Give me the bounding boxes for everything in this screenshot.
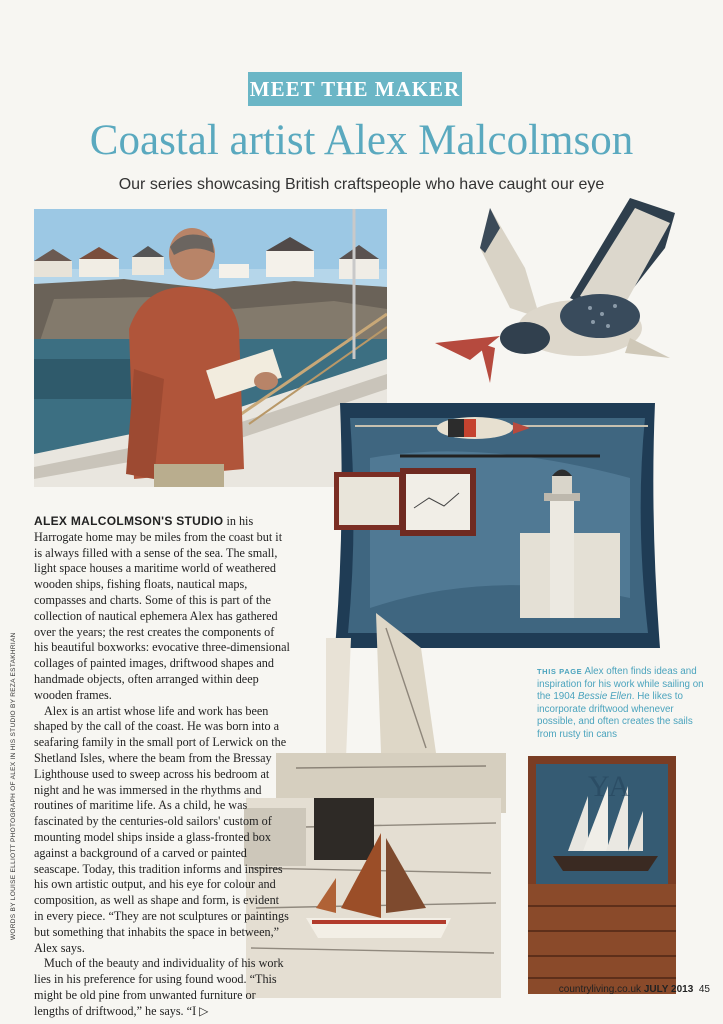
framed-map-image	[334, 468, 476, 536]
caption-head: THIS PAGE	[537, 667, 583, 676]
bird-sculpture-image	[430, 188, 690, 388]
box-lettering: YA	[588, 770, 633, 803]
paragraph-3: Much of the beauty and individuality of his work lies in his preference for using found wood. “This might be old pine from unwanted furniture or lengths of driftwood,” he says. “I ▷	[34, 956, 284, 1018]
page-folio	[515, 984, 710, 995]
schooner-boxwork-image	[528, 756, 676, 994]
article-body	[34, 514, 290, 1020]
paragraph-1: ALEX MALCOLMSON'S STUDIO in his Harrogate home may be miles from the coast but it is always filled with a sense of the sea. The small, light space houses a maritime world of weathered wooden ships, fishing floats, nautical maps, compasses and charts. Some of this is part of the collection of nautical ephemera Alex has gathered over the years; the rest creates the components of his beautiful boxworks: evocative three-dimensional collages of painted images, driftwood shapes and handmade objects, often arranged within deep wooden frames.	[34, 514, 290, 702]
page-title: Coastal artist Alex Malcolmson	[89, 117, 634, 164]
folio-site: countryliving.co.uk	[558, 984, 642, 995]
page-number: 45	[698, 984, 710, 995]
image-caption: THIS PAGE Alex often finds ideas and inspiration for his work while sailing on the 1904 Bessie Ellen. He likes to incorporate driftwood whenever possible, and often creates the sails from rusty tin cans	[537, 666, 704, 740]
page-subtitle: Our series showcasing British craftspeople who have caught our eye	[118, 176, 605, 193]
folio-issue: JULY 2013	[643, 984, 694, 995]
lead-in: ALEX MALCOLMSON'S STUDIO	[34, 514, 224, 528]
boat-name: Bessie Ellen	[577, 691, 632, 702]
paragraph-2: Alex is an artist whose life and work has been shaped by the call of the coast. He was born into a seafaring family in the small port of Lerwick on the Shetland Isles, where the beam from the Bressay Lighthouse used to sweep across his bedroom at night and he was immersed in the rhythms and routines of maritime life. As a child, he was fascinated by the centuries-old sailors' custom of mounting model ships inside a glass-fronted box against a background of a carved or painted seascape. Today, this tradition informs and inspires his own artistic output, and his eye for colour and composition, as well as shape and form, is evident in every piece. “They are not sculptures or paintings but something that inhabits the space in between,” Alex says.	[34, 703, 289, 955]
photo-credits: WORDS BY LOUISE ELLIOTT PHOTOGRAPH OF ALEX IN HIS STUDIO BY REZA ESTAKHRIAN	[10, 632, 17, 940]
section-kicker: MEET THE MAKER	[248, 72, 462, 106]
